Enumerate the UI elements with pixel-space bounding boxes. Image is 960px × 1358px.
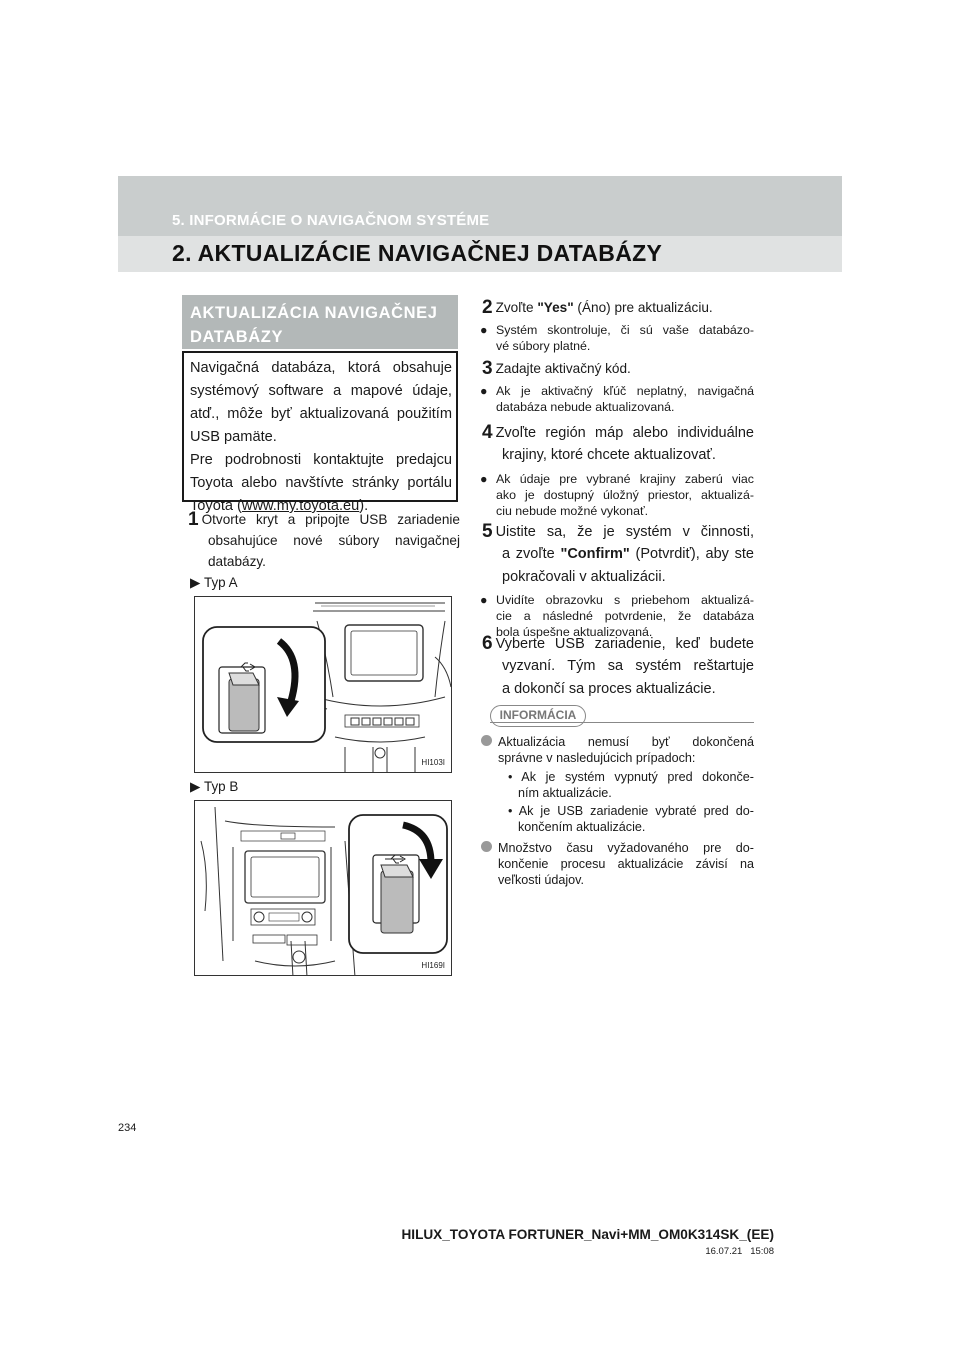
info-item-1 bbox=[498, 734, 754, 750]
confirm-label: "Confirm" bbox=[560, 546, 630, 562]
bullet-dot-icon bbox=[481, 735, 492, 746]
step-2-pre: Zvoľte bbox=[495, 300, 538, 315]
box-heading bbox=[190, 301, 456, 349]
info-item-2 bbox=[498, 840, 754, 856]
info-item-1-line2: správne v nasledujúcich prípadoch: bbox=[498, 751, 696, 765]
box-line: atď., môže byť aktualizovaná použitím bbox=[190, 406, 452, 422]
step-4 bbox=[482, 421, 754, 445]
bullet-icon: ● bbox=[480, 593, 488, 607]
type-a-label bbox=[190, 575, 238, 591]
bullet-4-line3: ciu nebude možné vykonať. bbox=[496, 504, 649, 518]
step-6 bbox=[482, 632, 754, 656]
step-5-line1: Uistite sa, že je systém v činnosti, bbox=[495, 524, 754, 540]
box-line: USB pamäte. bbox=[190, 429, 277, 445]
info-badge: INFORMÁCIA bbox=[490, 705, 586, 727]
box-line: Toyota alebo navštívte stránky portálu bbox=[190, 475, 452, 491]
bullet-icon: ● bbox=[480, 472, 488, 486]
step-number: 3 bbox=[482, 358, 493, 379]
page-number: 234 bbox=[118, 1122, 137, 1134]
step-5-line2-pre: a zvoľte bbox=[502, 546, 561, 562]
info-item-1-line1: Aktualizácia nemusí byť dokončená bbox=[498, 735, 754, 749]
step-5-line3: pokračovali v aktualizácii. bbox=[502, 569, 666, 585]
bullet-dot-icon bbox=[481, 841, 492, 852]
step-5-line2 bbox=[502, 543, 754, 566]
info-item-2-line1: Množstvo času vyžadovaného pre do- bbox=[498, 841, 754, 855]
sub-item-2-line1: • Ak je USB zariadenie vybraté pred do- bbox=[508, 804, 754, 818]
dashboard-illustration-b bbox=[195, 801, 452, 976]
step-2-post: (Áno) pre aktualizáciu. bbox=[573, 300, 713, 315]
step-1-line3: databázy. bbox=[208, 554, 266, 569]
sub-item-2-line2: končením aktualizácie. bbox=[518, 820, 646, 834]
box-line: systémový software a mapové údaje, bbox=[190, 383, 452, 399]
step-4-line2: krajiny, ktoré chcete aktualizovať. bbox=[502, 447, 716, 463]
box-last-suffix: ). bbox=[359, 498, 369, 514]
bullet-2-line1: Systém skontroluje, či sú vaše databázo- bbox=[496, 323, 754, 337]
bullet-5-line1: Uvidíte obrazovku s priebehom aktualizá- bbox=[496, 593, 754, 607]
type-b-label bbox=[190, 779, 238, 795]
timestamp: 16.07.21 15:08 bbox=[705, 1246, 774, 1257]
box-heading-line1: AKTUALIZÁCIA NAVIGAČNEJ bbox=[190, 304, 438, 322]
arrow-right-icon: ▶ bbox=[190, 779, 201, 794]
figure-type-a bbox=[194, 596, 452, 773]
bullet-5-line3: bola úspešne aktualizovaná. bbox=[496, 625, 653, 639]
section-heading: 5. INFORMÁCIE O NAVIGAČNOM SYSTÉME bbox=[172, 212, 490, 229]
bullet-4 bbox=[480, 471, 754, 487]
step-number: 1 bbox=[188, 509, 199, 530]
box-line: Pre podrobnosti kontaktujte predajcu bbox=[190, 452, 452, 468]
step-number: 5 bbox=[482, 521, 493, 542]
bullet-2 bbox=[480, 322, 754, 338]
step-number: 6 bbox=[482, 633, 493, 654]
sub-item-1-line2: ním aktualizácie. bbox=[518, 786, 612, 800]
box-line: Navigačná databáza, ktorá obsahuje bbox=[190, 360, 452, 376]
figure-code-b: HI169I bbox=[421, 961, 445, 970]
step-1-line2: obsahujúce nové súbory navigačnej bbox=[208, 533, 460, 548]
yes-label: "Yes" bbox=[537, 300, 574, 315]
portal-link[interactable]: www.my.toyota.eu bbox=[241, 498, 360, 514]
step-6-line2: vyzvaní. Tým sa systém reštartuje bbox=[502, 658, 754, 674]
step-6-line3: a dokončí sa proces aktualizácie. bbox=[502, 681, 716, 697]
bullet-icon: ● bbox=[480, 323, 488, 337]
box-last-prefix: Toyota ( bbox=[190, 498, 242, 514]
type-a-text: Typ A bbox=[204, 575, 238, 590]
arrow-right-icon: ▶ bbox=[190, 575, 201, 590]
step-5 bbox=[482, 520, 754, 544]
type-b-text: Typ B bbox=[204, 779, 239, 794]
box-heading-line2: DATABÁZY bbox=[190, 328, 284, 346]
step-number: 4 bbox=[482, 422, 493, 443]
step-2 bbox=[482, 297, 754, 318]
bullet-5 bbox=[480, 592, 754, 608]
step-3-text: Zadajte aktivačný kód. bbox=[495, 361, 631, 376]
step-6-line1: Vyberte USB zariadenie, keď budete bbox=[495, 636, 754, 652]
figure-type-b bbox=[194, 800, 452, 976]
sub-item-1-line1: • Ak je systém vypnutý pred dokonče- bbox=[508, 770, 754, 784]
step-5-line2-post: (Potvrdiť), aby ste bbox=[629, 546, 754, 562]
step-1 bbox=[188, 509, 460, 530]
bullet-2-line2: vé súbory platné. bbox=[496, 339, 591, 353]
step-1-text: Otvorte kryt a pripojte USB zariadenie bbox=[201, 512, 460, 527]
step-number: 2 bbox=[482, 297, 493, 318]
bullet-5-line2: cie a následné potvrdenie, že databáza bbox=[496, 609, 754, 623]
bullet-3-line2: databáza nebude aktualizovaná. bbox=[496, 400, 675, 414]
info-item-2-line2: končenie procesu aktualizácie závisí na bbox=[498, 857, 754, 871]
dashboard-illustration-a bbox=[195, 597, 452, 773]
bullet-icon: ● bbox=[480, 384, 488, 398]
bullet-3-line1: Ak je aktivačný kľúč neplatný, navigačná bbox=[496, 384, 754, 398]
step-3 bbox=[482, 358, 754, 379]
info-item-2-line3: veľkosti údajov. bbox=[498, 873, 585, 887]
document-id: HILUX_TOYOTA FORTUNER_Navi+MM_OM0K314SK_(EE) bbox=[401, 1227, 774, 1242]
page-title: 2. AKTUALIZÁCIE NAVIGAČNEJ DATABÁZY bbox=[172, 240, 663, 266]
figure-code-a: HI103I bbox=[421, 758, 445, 767]
bullet-4-line2: ako je dostupný úložný priestor, aktualizá- bbox=[496, 488, 754, 502]
bullet-3 bbox=[480, 383, 754, 399]
step-4-line1: Zvoľte región máp alebo individuálne bbox=[495, 425, 754, 441]
bullet-4-line1: Ak údaje pre vybrané krajiny zaberú viac bbox=[496, 472, 754, 486]
